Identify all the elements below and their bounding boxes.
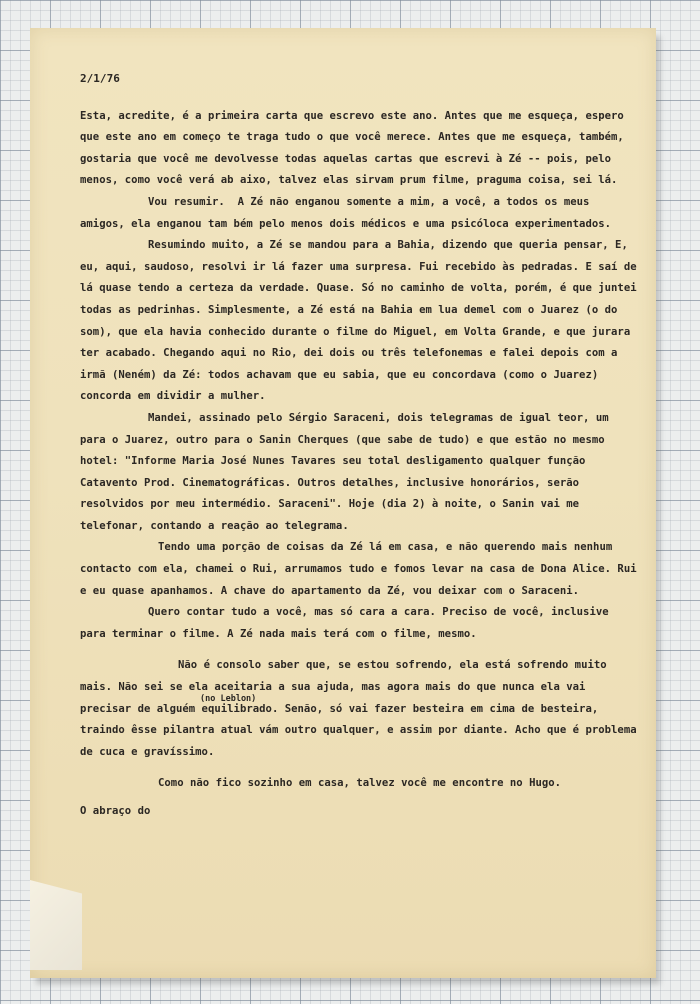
paragraph-1: Esta, acredite, é a primeira carta que escrevo este ano. Antes que me esqueça, espero que este ano em começo te traga tudo o que você merece. Antes que me esqueça, também, gostaria que você me devolvesse todas aquelas cartas que escrevi à Zé -- pois, pelo menos, como você verá ab aixo, talvez elas sirvam prum filme, praguma coisa, sei lá. bbox=[80, 109, 631, 187]
paragraph-6: Quero contar tudo a você, mas só cara a cara. Preciso de você, inclusive para terminar o filme. A Zé nada mais terá com o filme, mesmo. bbox=[80, 606, 616, 640]
folded-corner bbox=[30, 880, 82, 970]
paragraph-4: Mandei, assinado pelo Sérgio Saraceni, dois telegramas de igual teor, um para o Juarez, outro para o Sanin Cherques (que sabe de tudo) e que estão no mesmo hotel: "Informe Maria José Nunes Tavares seu total desligamento qualquer função Catavento Prod. Cinematográficas. Outros detalhes, inclusive honorários, serão resolvidos por meu intermédio. Saraceni". Hoje (dia 2) à noite, o Sanin vai me telefonar, contando a reação ao telegrama. bbox=[80, 411, 616, 532]
paragraph-8: Como não fico sozinho em casa, talvez você me encontre no Hugo. bbox=[158, 777, 562, 790]
handwritten-insert-note: (no Leblon) bbox=[200, 694, 257, 704]
paragraph-2: Vou resumir. A Zé não enganou somente a mim, a você, a todos os meus amigos, ela enganou tam bém pelo menos dois médicos e uma psicóloca experimentados. bbox=[80, 195, 612, 230]
paragraph-7: Não é consolo saber que, se estou sofrendo, ela está sofrendo muito mais. Não sei se ela aceitaria a sua ajuda, mas agora mais do que nunca ela vai precisar de alguém equilibrado. Senão, só vai fazer besteira em cima de besteira, traindo êsse pilantra atual vám outro qualquer, e assim por diante. Acho que é problema de cuca e gravíssimo. bbox=[80, 659, 644, 758]
paragraph-3: Resumindo muito, a Zé se mandou para a Bahia, dizendo que queria pensar, E, eu, aqui, saudoso, resolvi ir lá fazer uma surpresa. Fui recebido às pedradas. E saí de lá quase tendo a certeza da verdade. Quase. Só no caminho de volta, porém, é que juntei todas as pedrinhas. Simplesmente, a Zé está na Bahia em lua demel com o Juarez (o do som), que ela havia conhecido durante o filme do Miguel, em Volta Grande, e que jurara ter acabado. Chegando aqui no Rio, dei dois ou três telefonemas e falei depois com a irmã (Neném) da Zé: todos achavam que eu sabia, que eu concordava (como o Juarez) concorda em dividir a mulher. bbox=[80, 239, 644, 403]
letter-closing: O abraço do bbox=[80, 805, 151, 817]
letter-body bbox=[80, 68, 644, 823]
paragraph-5: Tendo uma porção de coisas da Zé lá em casa, e não querendo mais nenhum contacto com ela, chamei o Rui, arrumamos tudo e fomos levar na casa de Dona Alice. Rui e eu quase apanhamos. A chave do apartamento da Zé, vou deixar com o Saraceni. bbox=[80, 541, 644, 597]
letter-date: 2/1/76 bbox=[80, 72, 120, 85]
